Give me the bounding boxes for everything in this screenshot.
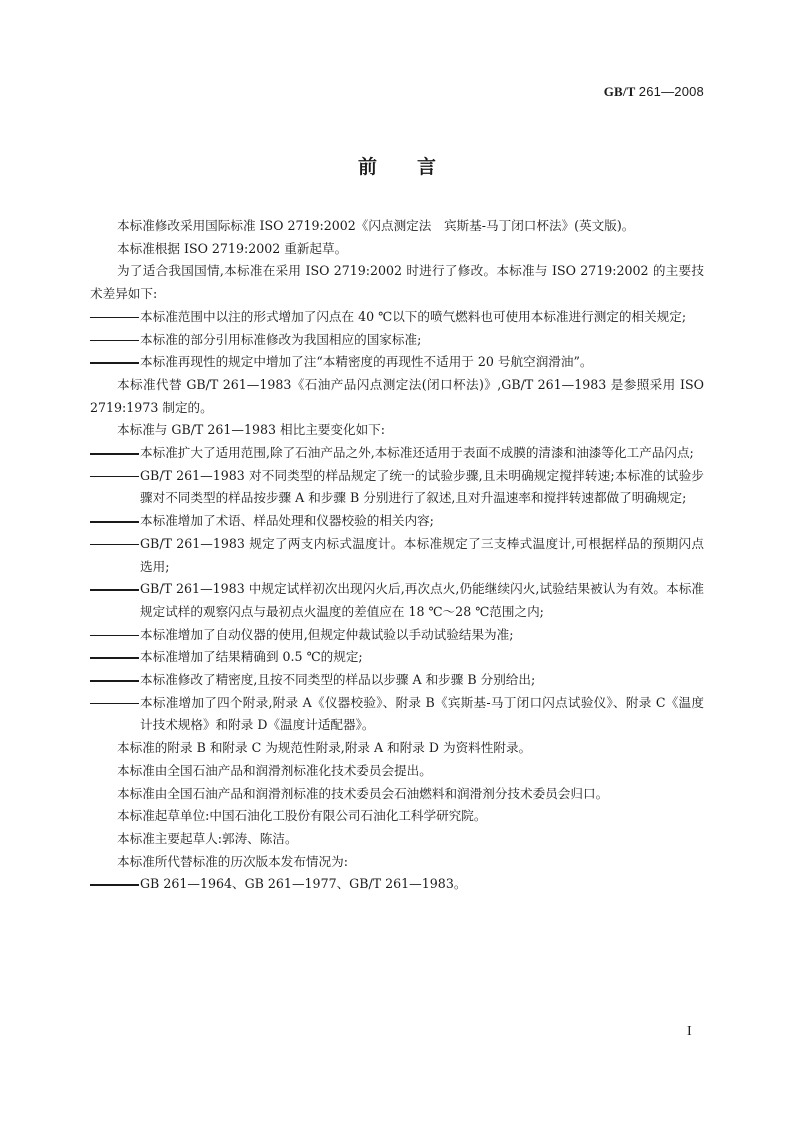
list-item (90, 578, 704, 623)
list-item-text: 本标准增加了术语、样品处理和仪器校验的相关内容; (140, 513, 434, 529)
page-number: I (687, 1024, 692, 1039)
paragraph: 本标准起草单位:中国石油化工股份有限公司石油化工科学研究院。 (117, 808, 487, 824)
paragraph: 本标准所代替标准的历次版本发布情况为: (117, 853, 348, 869)
list-item-text: 本标准扩大了适用范围,除了石油产品之外,本标准还适用于表面不成膜的清漆和油漆等化工产品闪点; (140, 445, 694, 461)
list-item-text: 本标准的部分引用标准修改为我国相应的国家标准; (140, 331, 422, 347)
standard-number: 261—2008 (638, 84, 704, 99)
paragraph: 为了适合我国国情,本标准在采用 ISO 2719:2002 时进行了修改。本标准与 ISO 2719:2002 的主要技术差异如下: (90, 263, 704, 302)
list-item (90, 465, 704, 510)
list-item (90, 510, 704, 533)
paragraph: 本标准的附录 B 和附录 C 为规范性附录,附录 A 和附录 D 为资料性附录。 (117, 740, 532, 756)
list-item (90, 533, 704, 578)
list-item-text: 本标准范围中以注的形式增加了闪点在 40 ℃以下的喷气燃料也可使用本标准进行测定的相关规定; (140, 308, 687, 324)
list-item (90, 873, 704, 896)
list-item (90, 692, 704, 737)
standard-code (604, 84, 704, 100)
paragraph: 本标准代替 GB/T 261—1983《石油产品闪点测定法(闭口杯法)》,GB/T 261—1983 是参照采用 ISO 2719:1973 制定的。 (90, 376, 704, 415)
list-item (90, 329, 704, 352)
list-item (90, 646, 704, 669)
list-item-text: GB/T 261—1983 对不同类型的样品规定了统一的试验步骤,且未明确规定搅拌转速;本标准的试验步骤对不同类型的样品按步骤 A 和步骤 B 分别进行了叙述,且对升温速率和搅拌转速都做了明确规定; (140, 467, 704, 506)
list-item-text: 本标准增加了自动仪器的使用,但规定仲裁试验以手动试验结果为准; (140, 626, 514, 642)
list-item (90, 351, 704, 374)
list-item-text: 本标准修改了精密度,且按不同类型的样品以步骤 A 和步骤 B 分别给出; (140, 672, 536, 688)
list-item (90, 442, 704, 465)
list-item-text: 本标准增加了四个附录,附录 A《仪器校验》、附录 B《宾斯基-马丁闭口闪点试验仪》、附录 C《温度计技术规格》和附录 D《温度计适配器》。 (140, 694, 704, 733)
paragraph: 本标准主要起草人:郭涛、陈洁。 (117, 830, 298, 846)
list-item-text: GB/T 261—1983 中规定试样初次出现闪火后,再次点火,仍能继续闪火,试验结果被认为有效。本标准规定试样的观察闪点与最初点火温度的差值应在 18 ℃～28 ℃范围之内; (140, 581, 704, 619)
page-title: 前言 (357, 156, 476, 178)
paragraph: 本标准由全国石油产品和润滑剂标准化技术委员会提出。 (117, 762, 432, 778)
paragraph: 本标准修改采用国际标准 ISO 2719:2002《闪点测定法 宾斯基-马丁闭口杯法》(英文版)。 (117, 218, 635, 233)
list-item (90, 669, 704, 692)
list-item (90, 624, 704, 647)
paragraph: 本标准由全国石油产品和润滑剂标准的技术委员会石油燃料和润滑剂分技术委员会归口。 (117, 785, 609, 801)
list-item-text: GB/T 261—1983 规定了两支内标式温度计。本标准规定了三支棒式温度计,可根据样品的预期闪点选用; (140, 535, 704, 574)
foreword-body (90, 215, 704, 896)
list-item-text: 本标准再现性的规定中增加了注“本精密度的再现性不适用于 20 号航空润滑油”。 (140, 354, 593, 370)
list-item-text: GB 261—1964、GB 261—1977、GB/T 261—1983。 (140, 876, 467, 892)
paragraph: 本标准与 GB/T 261—1983 相比主要变化如下: (117, 422, 386, 438)
standard-prefix: GB/T (603, 84, 636, 99)
list-item-text: 本标准增加了结果精确到 0.5 ℃的规定; (140, 649, 363, 665)
list-item (90, 306, 704, 329)
paragraph: 本标准根据 ISO 2719:2002 重新起草。 (117, 240, 348, 256)
